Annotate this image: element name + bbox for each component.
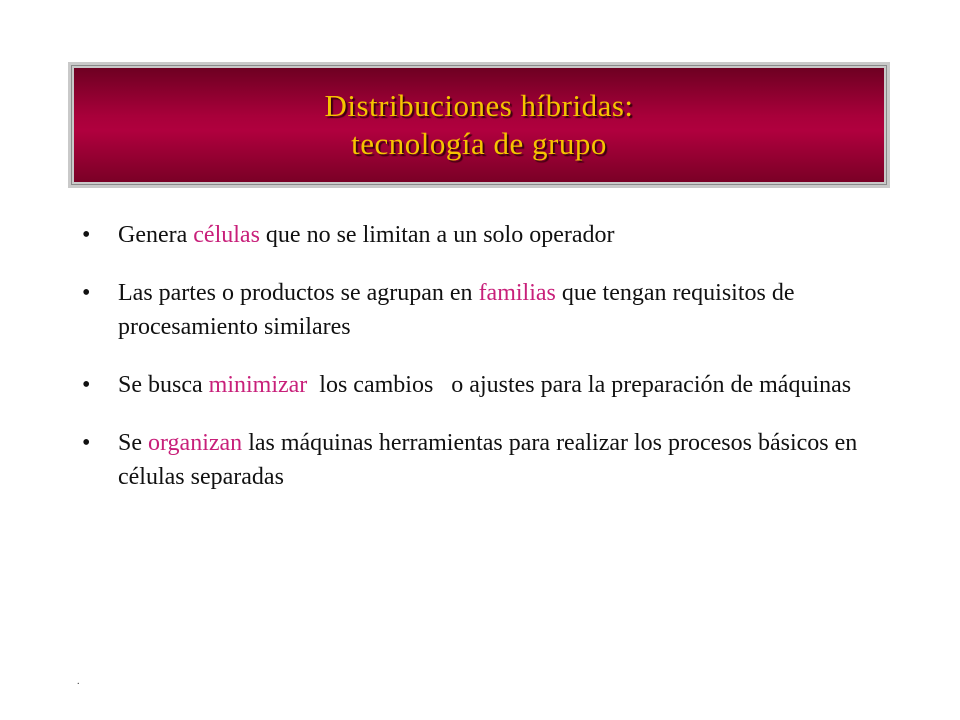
bullet-text-pre: Se: [118, 430, 148, 456]
title-line-1: Distribuciones híbridas:: [324, 88, 634, 123]
bullet-icon: •: [82, 222, 91, 248]
bullet-text-post: que no se limitan a un solo operador: [259, 222, 615, 248]
bullet-text-post: los cambios o ajustes para la preparación de máquinas: [307, 372, 852, 398]
bullet-item: [82, 276, 902, 344]
bullet-highlight: minimizar: [208, 372, 308, 398]
bullet-icon: •: [82, 372, 91, 398]
bullet-item: [82, 368, 902, 402]
bullet-item: [82, 218, 902, 252]
bullet-text-pre: Se busca: [118, 372, 209, 398]
bullet-highlight: organizan: [148, 430, 243, 456]
bullet-icon: •: [82, 430, 91, 456]
bullet-text-pre: Genera: [118, 222, 194, 248]
bullet-text-post: las máquinas herramientas para realizar los procesos básicos en células separadas: [118, 430, 858, 490]
title-banner: [68, 62, 890, 188]
title-box: [74, 68, 884, 182]
bullet-list: [82, 218, 902, 494]
title-line-2: tecnología de grupo: [351, 126, 607, 161]
bullet-item: [82, 426, 902, 494]
bullet-icon: •: [82, 280, 91, 306]
bullet-highlight: familias: [478, 280, 556, 306]
footer-mark: .: [77, 676, 80, 687]
bullet-highlight: células: [193, 222, 260, 248]
bullet-text-post: que tengan requisitos de procesamiento similares: [118, 280, 795, 340]
bullet-text-pre: Las partes o productos se agrupan en: [118, 280, 479, 306]
